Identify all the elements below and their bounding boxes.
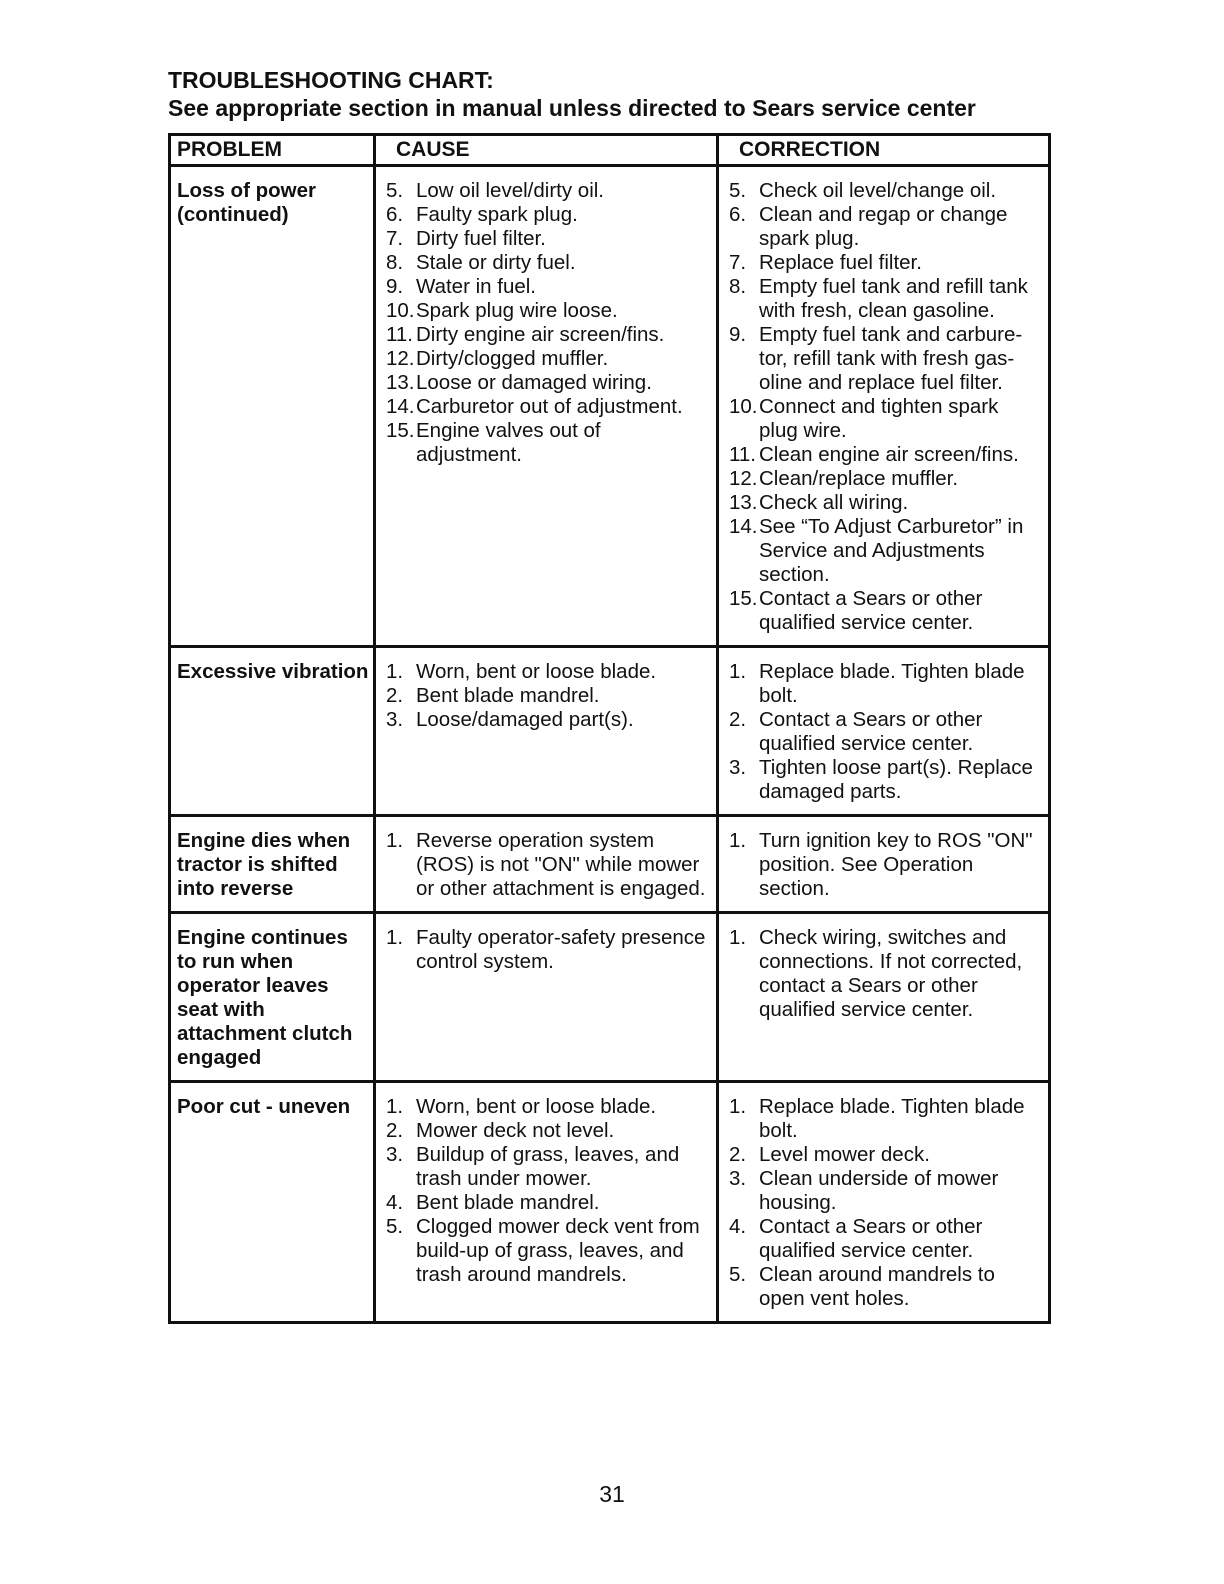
header-cause: CAUSE [375,135,718,166]
item-text: Water in fuel. [416,275,537,298]
item-text: Bent blade mandrel. [416,1191,600,1214]
item-text: Bent blade mandrel. [416,684,600,707]
item-text: Engine valves out of adjustment. [416,419,601,466]
cause-item [382,275,712,299]
correction-item [725,443,1044,467]
item-number: 3. [729,756,747,779]
item-number: 1. [386,926,404,949]
item-number: 1. [386,660,404,683]
item-number: 10. [386,299,415,322]
item-number: 2. [729,708,747,731]
item-number: 1. [729,829,747,852]
item-number: 1. [729,660,747,683]
correction-item [725,203,1044,251]
correction-item [725,467,1044,491]
item-text: Check oil level/change oil. [759,179,997,202]
correction-item [725,275,1044,323]
item-number: 8. [729,275,747,298]
item-number: 11. [386,323,413,346]
item-number: 7. [386,227,404,250]
cause-cell [375,166,718,647]
correction-item [725,1167,1044,1215]
item-text: Faulty spark plug. [416,203,578,226]
item-number: 3. [386,708,404,731]
item-text: Check wiring, switches and connections. If not corrected, contact a Sears or other qualified service center. [759,926,1023,1021]
cause-item [382,371,712,395]
item-text: Check all wiring. [759,491,909,514]
item-text: Stale or dirty fuel. [416,251,576,274]
item-number: 4. [386,1191,404,1214]
correction-item [725,1143,1044,1167]
item-text: Clean underside of mower housing. [759,1167,999,1214]
cause-item [382,1143,712,1191]
item-number: 12. [729,467,758,490]
cause-cell [375,816,718,913]
item-text: Reverse operation system (ROS) is not "ON" while mower or other attachment is engaged. [416,829,706,900]
item-number: 7. [729,251,747,274]
item-text: Tighten loose part(s). Replace damaged parts. [759,756,1033,803]
item-number: 3. [729,1167,747,1190]
item-number: 10. [729,395,758,418]
item-number: 6. [729,203,747,226]
item-number: 9. [729,323,747,346]
cause-item [382,251,712,275]
header-problem: PROBLEM [170,135,375,166]
cause-item [382,323,712,347]
item-number: 15. [386,419,415,442]
cause-item [382,395,712,419]
item-text: See “To Adjust Carburetor” in Service and Adjustments section. [759,515,1024,586]
table-row [170,1082,1050,1323]
correction-item [725,515,1044,587]
item-number: 3. [386,1143,404,1166]
correction-item [725,1215,1044,1263]
correction-item [725,926,1044,1022]
cause-item [382,708,712,732]
item-number: 5. [729,1263,747,1286]
item-number: 9. [386,275,404,298]
correction-item [725,179,1044,203]
item-text: Faulty operator-safety presence control system. [416,926,706,973]
item-number: 4. [729,1215,747,1238]
item-number: 14. [729,515,758,538]
item-text: Carburetor out of adjustment. [416,395,683,418]
item-number: 2. [386,1119,404,1142]
correction-cell [718,913,1050,1082]
header-correction: CORRECTION [718,135,1050,166]
cause-item [382,227,712,251]
cause-item [382,926,712,974]
item-text: Clean around mandrels to open vent holes. [759,1263,995,1310]
cause-item [382,660,712,684]
correction-item [725,323,1044,395]
item-text: Spark plug wire loose. [416,299,618,322]
item-text: Clean and regap or change spark plug. [759,203,1008,250]
item-text: Replace blade. Tighten blade bolt. [759,1095,1025,1142]
cause-item [382,347,712,371]
problem-cell: Loss of power (continued) [170,166,375,647]
item-number: 12. [386,347,415,370]
correction-cell [718,647,1050,816]
correction-item [725,1095,1044,1143]
item-number: 2. [729,1143,747,1166]
cause-item [382,1095,712,1119]
cause-cell [375,913,718,1082]
correction-item [725,829,1044,901]
cause-cell [375,647,718,816]
header-row [170,135,1050,166]
item-number: 11. [729,443,756,466]
item-number: 2. [386,684,404,707]
problem-cell: Poor cut - uneven [170,1082,375,1323]
item-text: Replace fuel filter. [759,251,922,274]
cause-item [382,179,712,203]
item-text: Buildup of grass, leaves, and trash under mower. [416,1143,680,1190]
item-text: Empty fuel tank and refill tank with fresh, clean gasoline. [759,275,1028,322]
item-text: Mower deck not level. [416,1119,615,1142]
table-row [170,166,1050,647]
item-text: Dirty engine air screen/fins. [416,323,665,346]
item-text: Worn, bent or loose blade. [416,660,657,683]
correction-item [725,708,1044,756]
cause-item [382,299,712,323]
item-text: Empty fuel tank and carbure-tor, refill tank with fresh gas-oline and replace fuel filter. [759,323,1023,394]
item-number: 6. [386,203,404,226]
table-row [170,647,1050,816]
item-number: 1. [386,829,404,852]
page-number: 31 [599,1481,625,1507]
correction-cell [718,816,1050,913]
correction-item [725,587,1044,635]
item-number: 8. [386,251,404,274]
correction-item [725,491,1044,515]
table-row [170,913,1050,1082]
item-text: Loose or damaged wiring. [416,371,652,394]
item-number: 5. [386,1215,404,1238]
correction-cell [718,166,1050,647]
item-text: Worn, bent or loose blade. [416,1095,657,1118]
cause-item [382,684,712,708]
item-text: Loose/damaged part(s). [416,708,634,731]
problem-cell: Excessive vibration [170,647,375,816]
cause-item [382,419,712,467]
item-text: Low oil level/dirty oil. [416,179,604,202]
item-number: 13. [729,491,758,514]
cause-item [382,829,712,901]
correction-cell [718,1082,1050,1323]
problem-cell: Engine continues to run when operator leaves seat with attachment clutch engaged [170,913,375,1082]
item-number: 15. [729,587,758,610]
item-text: Clean/replace muffler. [759,467,959,490]
item-text: Contact a Sears or other qualified service center. [759,708,983,755]
item-text: Dirty/clogged muffler. [416,347,609,370]
item-text: Contact a Sears or other qualified service center. [759,587,983,634]
chart-subtitle: See appropriate section in manual unless directed to Sears service center [168,95,976,121]
item-number: 1. [386,1095,404,1118]
item-number: 14. [386,395,415,418]
table-body [170,166,1050,1323]
item-text: Level mower deck. [759,1143,930,1166]
item-number: 1. [729,1095,747,1118]
chart-title: TROUBLESHOOTING CHART: [168,67,494,93]
item-text: Connect and tighten spark plug wire. [759,395,999,442]
item-number: 1. [729,926,747,949]
cause-item [382,1119,712,1143]
item-number: 5. [729,179,747,202]
cause-item [382,203,712,227]
correction-item [725,395,1044,443]
item-number: 13. [386,371,415,394]
troubleshooting-table [168,133,1051,1324]
item-text: Clogged mower deck vent from build-up of grass, leaves, and trash around mandrels. [416,1215,700,1286]
item-text: Replace blade. Tighten blade bolt. [759,660,1025,707]
cause-item [382,1191,712,1215]
table-row [170,816,1050,913]
item-text: Contact a Sears or other qualified service center. [759,1215,983,1262]
correction-item [725,756,1044,804]
item-text: Clean engine air screen/fins. [759,443,1019,466]
item-text: Turn ignition key to ROS "ON" position. See Operation section. [759,829,1033,900]
correction-item [725,660,1044,708]
item-number: 5. [386,179,404,202]
item-text: Dirty fuel filter. [416,227,546,250]
cause-item [382,1215,712,1287]
correction-item [725,1263,1044,1311]
problem-cell: Engine dies when tractor is shifted into reverse [170,816,375,913]
cause-cell [375,1082,718,1323]
correction-item [725,251,1044,275]
